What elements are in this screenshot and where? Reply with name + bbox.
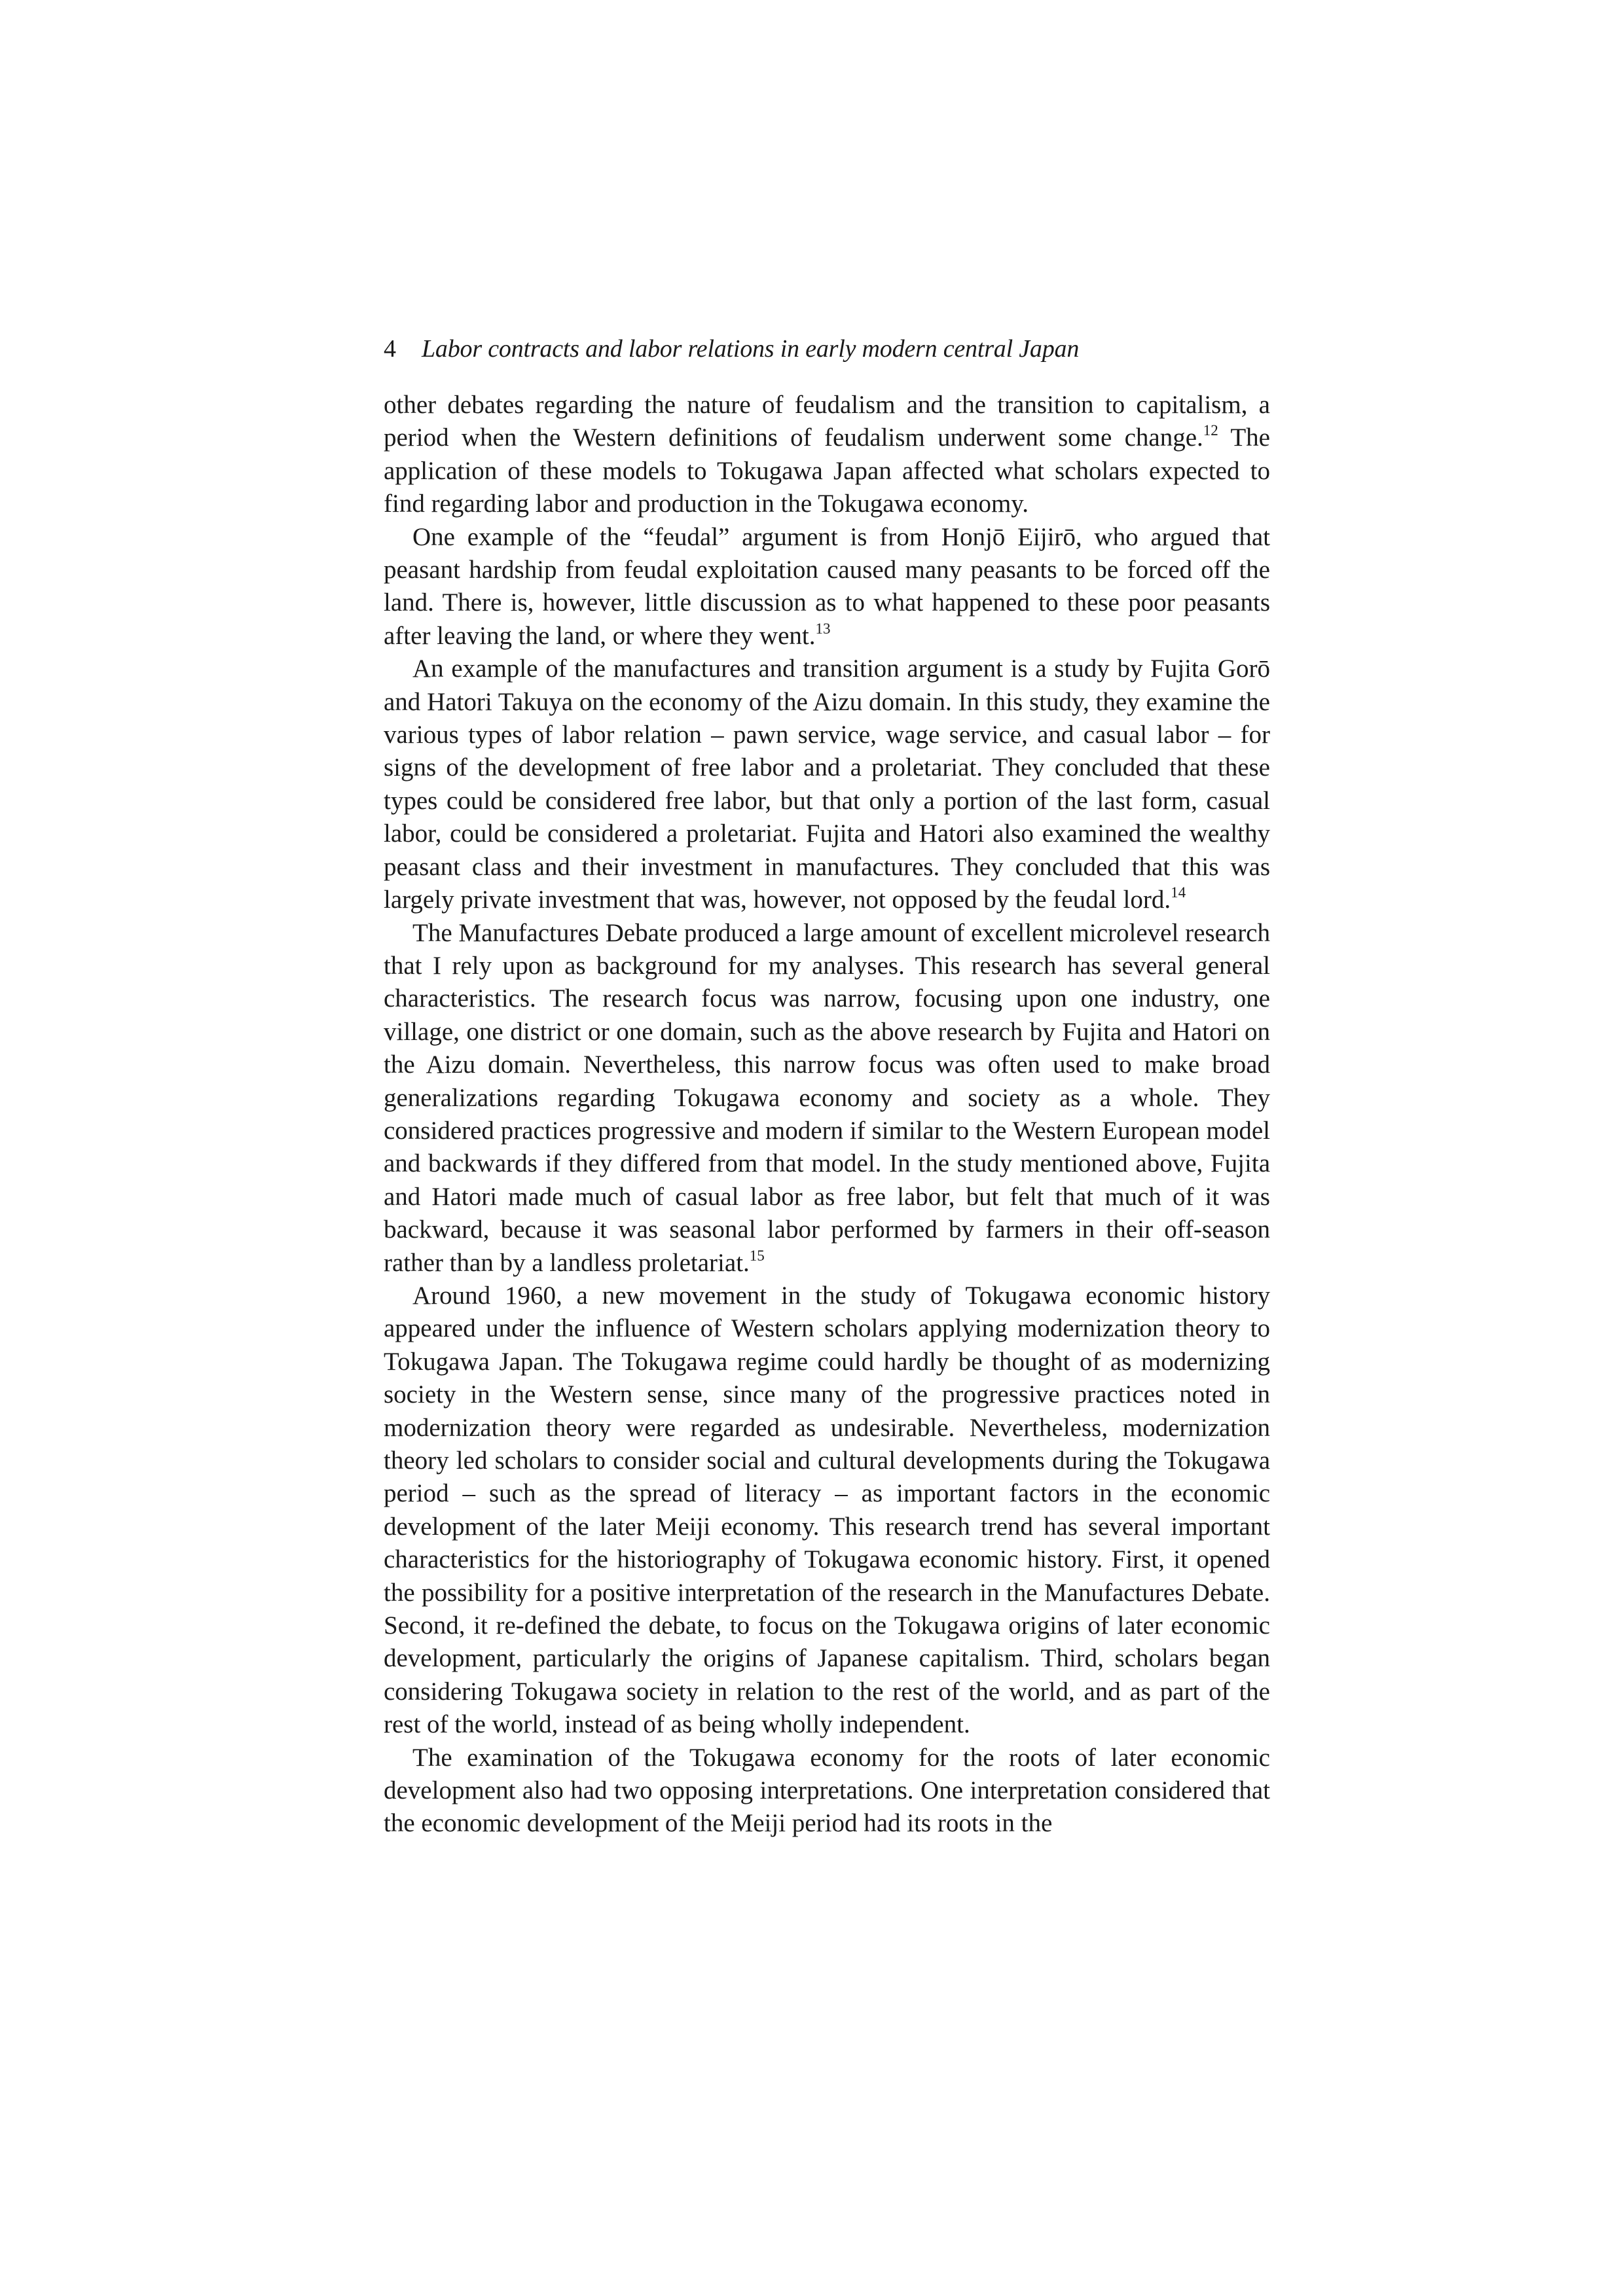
paragraph-text: One example of the “feudal” argument is from Honjō Eijirō, who argued that peasant hardship from feudal exploitation caused many peasants to be forced off the land. There is, however, little discussion as to what happened to these poor peasants after leaving the land, or where they went. [384,522,1270,650]
paragraph-text: An example of the manufactures and transition argument is a study by Fujita Gorō and Hatori Takuya on the economy of the Aizu domain. In this study, they examine the various types of labor relation – pawn service, wage service, and casual labor – for signs of the development of free labor and a proletariat. They concluded that these types could be considered free labor, but that only a portion of the last form, casual labor, could be considered a proletariat. Fujita and Hatori also examined the wealthy peasant class and their investment in manufactures. They concluded that this was largely private investment that was, however, not opposed by the feudal lord. [384,655,1270,914]
paragraph [384,521,1270,653]
paragraph [384,389,1270,521]
paragraph-text: other debates regarding the nature of feudalism and the transition to capitalism, a period when the Western definitions of feudalism underwent some change. [384,391,1270,452]
paragraph-text: Around 1960, a new movement in the study of Tokugawa economic history appeared under the influence of Western scholars applying modernization theory to Tokugawa Japan. The Tokugawa regime could hardly be thought of as modernizing society in the Western sense, since many of the progressive practices noted in modernization theory were regarded as undesirable. Nevertheless, modernization theory led scholars to consider social and cultural developments during the Tokugawa period – such as the spread of literacy – as important factors in the economic development of the later Meiji economy. This research trend has several important characteristics for the historiography of Tokugawa economic history. First, it opened the possibility for a positive interpretation of the research in the Manufactures Debate. Second, it re-defined the debate, to focus on the Tokugawa origins of later economic development, particularly the origins of Japanese capitalism. Third, scholars began considering Tokugawa society in relation to the rest of the world, and as part of the rest of the world, instead of as being wholly independent. [384,1281,1270,1739]
page-number: 4 [384,335,396,363]
footnote-marker: 14 [1171,884,1186,901]
paragraph [384,653,1270,916]
body-text [384,389,1270,1840]
running-title: Labor contracts and labor relations in early modern central Japan [422,335,1080,363]
paragraph-text: The Manufactures Debate produced a large amount of excellent microlevel research that I rely upon as background for my analyses. This research has several general characteristics. The research focus was narrow, focusing upon one industry, one village, one district or one domain, such as the above research by Fujita and Hatori on the Aizu domain. Nevertheless, this narrow focus was often used to make broad generalizations regarding Tokugawa economy and society as a whole. They considered practices progressive and modern if similar to the Western European model and backwards if they differed from that model. In the study mentioned above, Fujita and Hatori made much of casual labor as free labor, but felt that much of it was backward, because it was seasonal labor performed by farmers in their off-season rather than by a landless proletariat. [384,918,1270,1277]
paragraph [384,1280,1270,1742]
paragraph-text-continued: The application of these models to Tokugawa Japan affected what scholars expected to find regarding labor and production in the Tokugawa economy. [384,423,1270,518]
paragraph [384,917,1270,1280]
footnote-marker: 15 [749,1247,765,1264]
running-header [384,334,1270,364]
paragraph-text: The examination of the Tokugawa economy for the roots of later economic development also had two opposing interpretations. One interpretation considered that the economic development of the Meiji period had its roots in the [384,1743,1270,1838]
paragraph [384,1742,1270,1840]
book-page [384,334,1270,1840]
footnote-marker: 13 [815,620,831,637]
footnote-marker: 12 [1203,422,1218,439]
